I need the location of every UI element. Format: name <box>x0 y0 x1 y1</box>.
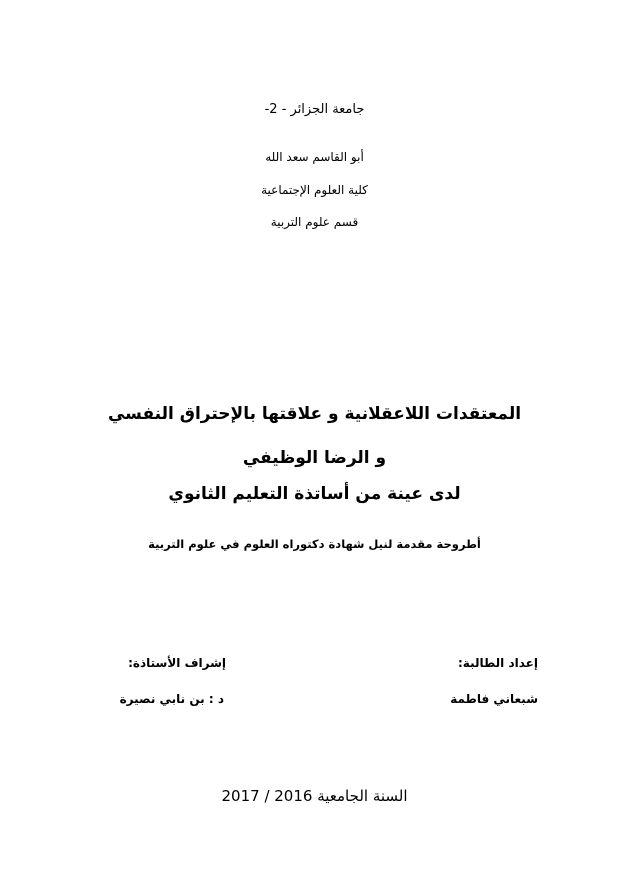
thesis-statement: أطروحة مقدمة لنيل شهادة دكتوراه العلوم في علوم التربية <box>148 537 481 551</box>
faculty-name: كلية العلوم الإجتماعية <box>261 183 368 197</box>
supervised-by-label: إشراف الأستاذة: <box>128 656 226 670</box>
supervisor-name: د : بن نابي نصيرة <box>119 692 224 706</box>
department-name: قسم علوم التربية <box>270 215 359 229</box>
thesis-title-line-3: لدى عينة من أساتذة التعليم الثانوي <box>168 484 461 504</box>
student-name: شبعاني فاطمة <box>450 692 538 706</box>
university-name: جامعة الجزائر - 2- <box>264 102 365 117</box>
academic-year: السنة الجامعية 2016 / 2017 <box>221 787 408 805</box>
university-founder-name: أبو القاسم سعد الله <box>265 150 364 164</box>
thesis-title-line-2: و الرضا الوظيفي <box>242 448 387 468</box>
thesis-title-line-1: المعتقدات اللاعقلانية و علاقتها بالإحتراق النفسي <box>107 404 522 424</box>
prepared-by-label: إعداد الطالبة: <box>458 656 538 670</box>
